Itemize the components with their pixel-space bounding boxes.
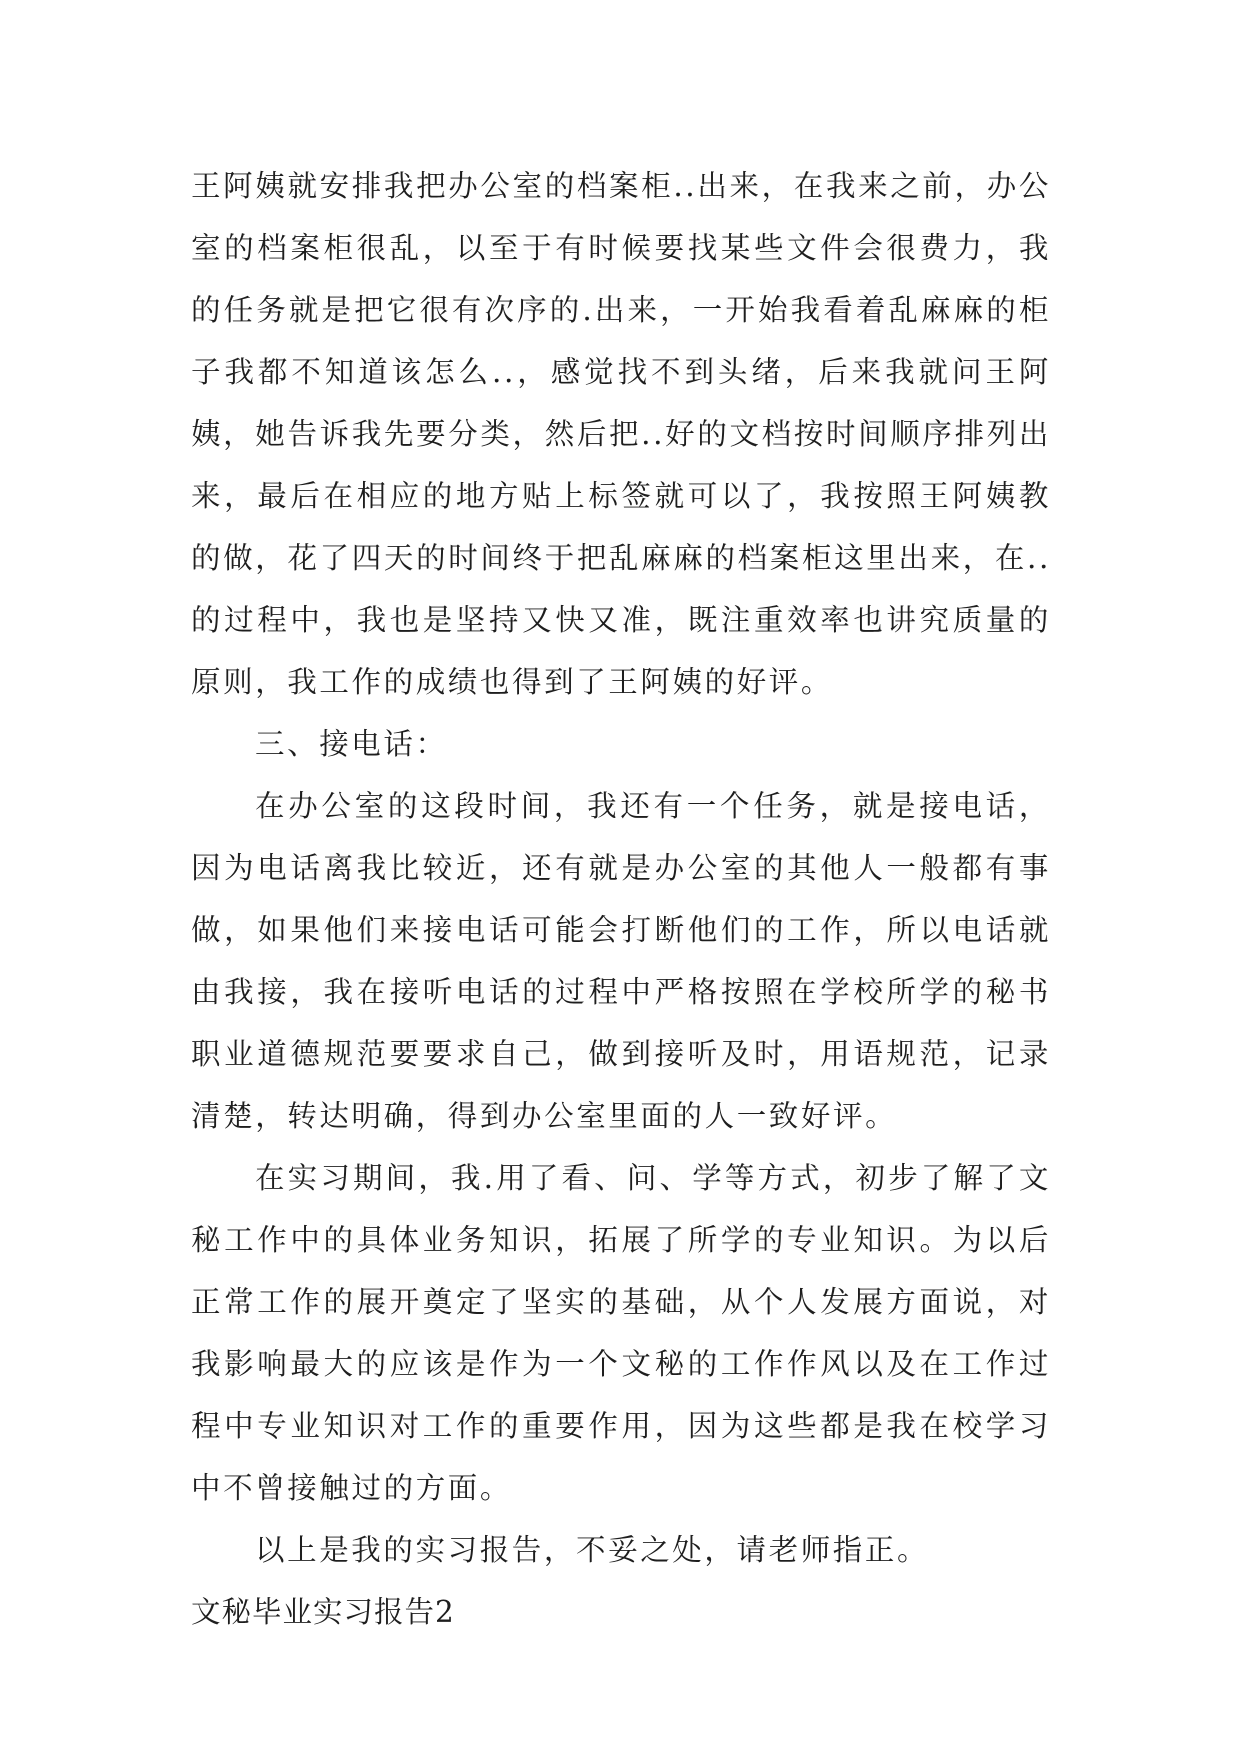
paragraph-answer-phone: 在办公室的这段时间，我还有一个任务，就是接电话，因为电话离我比较近，还有就是办公室的其他人一般都有事做，如果他们来接电话可能会打断他们的工作，所以电话就由我接，我在接听电话的过程中严格按照在学校所学的秘书职业道德规范要要求自己，做到接听及时，用语规范，记录清楚，转达明确，得到办公室里面的人一致好评。: [191, 789, 1051, 1133]
paragraph-internship-summary: 在实习期间，我.用了看、问、学等方式，初步了解了文秘工作中的具体业务知识，拓展了所学的专业知识。为以后正常工作的展开奠定了坚实的基础，从个人发展方面说，对我影响最大的应该是作为一个文秘的工作作风以及在工作过程中专业知识对工作的重要作用，因为这些都是我在校学习中不曾接触过的方面。: [191, 1161, 1051, 1505]
section-heading-answer-phone: 三、接电话：: [255, 727, 448, 761]
next-report-title: 文秘毕业实习报告2: [191, 1595, 455, 1629]
paragraph-closing: 以上是我的实习报告，不妥之处，请老师指正。: [255, 1533, 930, 1567]
paragraph-archive-cabinet: 王阿姨就安排我把办公室的档案柜..出来，在我来之前，办公室的档案柜很乱，以至于有时候要找某些文件会很费力，我的任务就是把它很有次序的.出来，一开始我看着乱麻麻的柜子我都不知道该怎么..，感觉找不到头绪，后来我就问王阿姨，她告诉我先要分类，然后把..好的文档按时间顺序排列出来，最后在相应的地方贴上标签就可以了，我按照王阿姨教的做，花了四天的时间终于把乱麻麻的档案柜这里出来，在..的过程中，我也是坚持又快又准，既注重效率也讲究质量的原则，我工作的成绩也得到了王阿姨的好评。: [191, 169, 1051, 699]
document-body: [191, 155, 1051, 1643]
